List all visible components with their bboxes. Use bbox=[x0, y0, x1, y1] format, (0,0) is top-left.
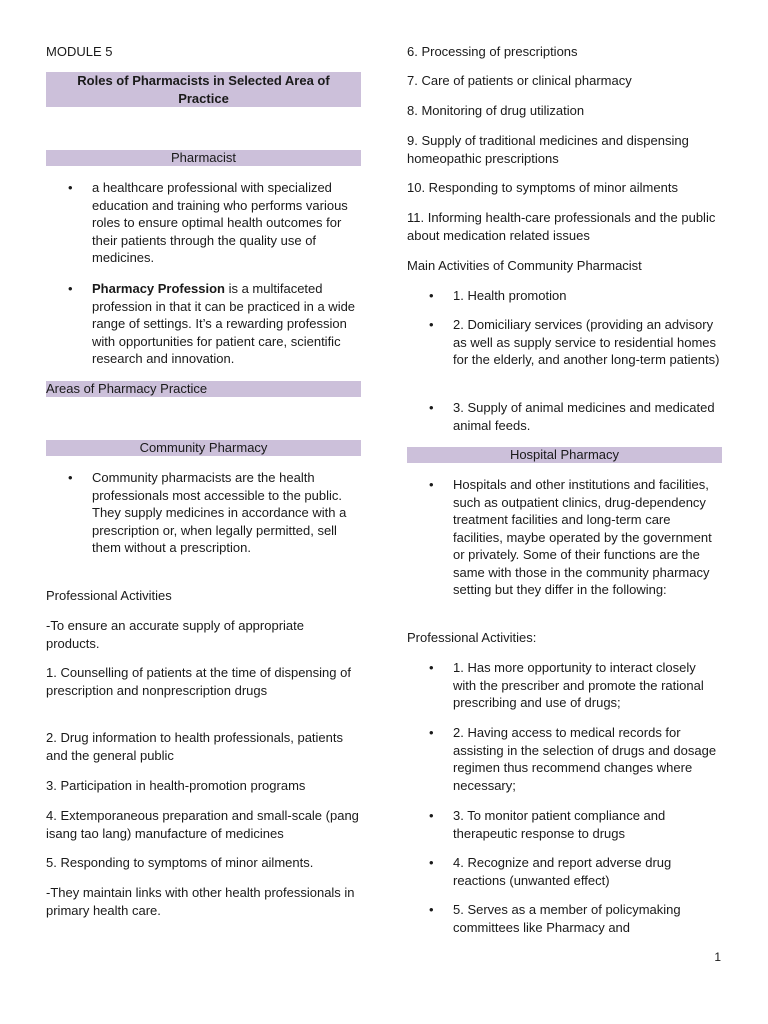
activity-item-7: 7. Care of patients or clinical pharmacy bbox=[407, 73, 632, 88]
hospital-pharmacy-description: Hospitals and other institutions and facilities, such as outpatient clinics, drug-dependency treatment facilities and long-term care facilities, maybe operated by the government or privately. Some of their functions are the same with those in the community pharmacy setting but they differ in the following: bbox=[453, 477, 712, 597]
main-activity-3: 3. Supply of animal medicines and medicated animal feeds. bbox=[453, 400, 715, 433]
hospital-pharmacy-heading: Hospital Pharmacy bbox=[407, 447, 722, 463]
bullet-icon: • bbox=[429, 317, 434, 332]
document-title: Roles of Pharmacists in Selected Area of Practice bbox=[46, 72, 361, 107]
activity-item-8: 8. Monitoring of drug utilization bbox=[407, 103, 585, 118]
main-activity-2: 2. Domiciliary services (providing an advisory as well as supply service to residential homes for the elderly, and another long-term patients) bbox=[453, 317, 720, 367]
pharmacist-heading: Pharmacist bbox=[46, 150, 361, 166]
professional-activities-label: Professional Activities bbox=[46, 588, 172, 603]
activity-item-10: 10. Responding to symptoms of minor ailments bbox=[407, 180, 678, 195]
activity-item-9: 9. Supply of traditional medicines and dispensing homeopathic prescriptions bbox=[407, 133, 689, 166]
areas-heading: Areas of Pharmacy Practice bbox=[46, 381, 361, 397]
main-activities-label: Main Activities of Community Pharmacist bbox=[407, 258, 642, 273]
bullet-icon: • bbox=[429, 808, 434, 823]
bullet-icon: • bbox=[68, 281, 73, 296]
hospital-activity-4: 4. Recognize and report adverse drug reactions (unwanted effect) bbox=[453, 855, 672, 888]
bullet-icon: • bbox=[429, 477, 434, 492]
bullet-icon: • bbox=[429, 902, 434, 917]
activity-item-2: 2. Drug information to health professionals, patients and the general public bbox=[46, 730, 344, 763]
activity-item-4: 4. Extemporaneous preparation and small-scale (pang isang tao lang) manufacture of medicines bbox=[46, 808, 359, 841]
bullet-icon: • bbox=[429, 855, 434, 870]
page-number: 1 bbox=[714, 950, 721, 964]
activity-item-11: 11. Informing health-care professionals and the public about medication related issues bbox=[407, 210, 716, 243]
hospital-activity-3: 3. To monitor patient compliance and therapeutic response to drugs bbox=[453, 808, 666, 841]
hospital-activity-5: 5. Serves as a member of policymaking committees like Pharmacy and bbox=[453, 902, 681, 935]
hospital-activity-2: 2. Having access to medical records for assisting in the selection of drugs and dosage regimen thus recommend changes where necessary; bbox=[453, 725, 717, 793]
activity-item-6: 6. Processing of prescriptions bbox=[407, 44, 578, 59]
pharmacist-definition: a healthcare professional with specialized education and training who performs various roles to ensure optimal health outcomes for their patients through the quality use of medicines. bbox=[92, 180, 348, 265]
pharmacy-profession-term: Pharmacy Profession bbox=[92, 281, 225, 296]
activity-item-3: 3. Participation in health-promotion programs bbox=[46, 778, 306, 793]
activity-item-1: 1. Counselling of patients at the time of dispensing of prescription and nonprescription drugs bbox=[46, 665, 351, 698]
community-pharmacy-description: Community pharmacists are the health professionals most accessible to the public. They supply medicines in accordance with a prescription or, when legally permitted, sell them without a prescription. bbox=[92, 470, 347, 555]
bullet-icon: • bbox=[429, 400, 434, 415]
bullet-icon: • bbox=[429, 660, 434, 675]
module-label: MODULE 5 bbox=[46, 44, 113, 59]
main-activity-1: 1. Health promotion bbox=[453, 288, 567, 303]
bullet-icon: • bbox=[429, 288, 434, 303]
bullet-icon: • bbox=[68, 470, 73, 485]
activity-item-5: 5. Responding to symptoms of minor ailments. bbox=[46, 855, 314, 870]
pharmacy-profession-text bbox=[92, 280, 361, 368]
hospital-professional-activities-label: Professional Activities: bbox=[407, 630, 537, 645]
community-pharmacy-heading: Community Pharmacy bbox=[46, 440, 361, 456]
activity-intro: -To ensure an accurate supply of appropriate products. bbox=[46, 618, 304, 651]
hospital-activity-1: 1. Has more opportunity to interact closely with the prescriber and promote the rational prescribing and use of drugs; bbox=[453, 660, 704, 710]
bullet-icon: • bbox=[429, 725, 434, 740]
activity-note: -They maintain links with other health professionals in primary health care. bbox=[46, 885, 355, 918]
bullet-icon: • bbox=[68, 180, 73, 195]
pharmacy-profession-description: is a multifaceted profession in that it can be practiced in a wide range of settings. It’s a rewarding profession with opportunities for patient care, scientific research and innovation. bbox=[92, 281, 356, 366]
